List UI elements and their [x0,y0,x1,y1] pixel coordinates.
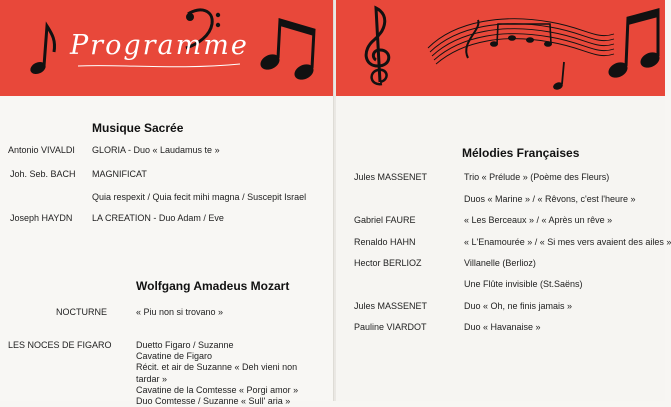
figaro-line: tardar » [136,373,168,384]
figaro-line: Cavatine de Figaro [136,351,213,362]
french-melodies-heading: Mélodies Françaises [462,146,580,160]
composer-massenet: Jules MASSENET [354,301,428,311]
figaro-line: Cavatine de la Comtesse « Porgi amor » [136,384,299,395]
composer-bach: Joh. Seb. BACH [10,169,76,179]
right-banner-art [336,0,665,96]
work-item: Une Flûte invisible (St.Saëns) [464,279,583,289]
composer-vivaldi: Antonio VIVALDI [8,145,75,155]
work-bach: MAGNIFICAT [92,169,147,179]
title-underline-flourish [78,64,240,67]
work-bach-detail: Quia respexit / Quia fecit mihi magna / Suscepit Israel [92,192,307,202]
right-page [336,0,671,401]
nocturne-work: « Piu non si trovano » [136,307,224,317]
work-item: Duo « Oh, ne finis jamais » [464,301,573,311]
eighth-note-icon [28,26,54,76]
composer-faure: Gabriel FAURE [354,215,416,225]
double-eighth-note-icon [258,20,316,83]
composer-viardot: Pauline VIARDOT [354,322,427,332]
treble-clef-icon [366,8,389,84]
double-eighth-note-icon [606,10,662,81]
figaro-works [136,340,298,407]
left-page [0,0,334,407]
work-item: « Les Berceaux » / « Après un rêve » [464,215,613,225]
composer-berlioz: Hector BERLIOZ [354,258,422,268]
figaro-line: Récit. et air de Suzanne « Deh vieni non [136,362,298,373]
composer-hahn: Renaldo HAHN [354,237,416,247]
work-item: « L'Enamourée » / « Si mes vers avaient des ailes » [464,237,671,247]
work-haydn: LA CREATION - Duo Adam / Eve [92,213,224,223]
sacred-music-heading: Musique Sacrée [92,121,184,135]
work-item: Villanelle (Berlioz) [464,258,536,268]
composer-massenet: Jules MASSENET [354,172,428,182]
work-vivaldi: GLORIA - Duo « Laudamus te » [92,145,220,155]
figaro-title: LES NOCES DE FIGARO [8,340,112,350]
nocturne-title: NOCTURNE [56,307,107,317]
work-item: Duo « Havanaise » [464,322,541,332]
figaro-line: Duo Comtesse / Suzanne « Sull' aria » [136,396,291,407]
mozart-heading: Wolfgang Amadeus Mozart [136,279,290,293]
figaro-line: Duetto Figaro / Suzanne [136,340,234,350]
composer-haydn: Joseph HAYDN [10,213,73,223]
music-staff-icon [428,19,614,64]
left-banner [0,0,334,96]
programme-title: Programme [70,30,249,61]
right-banner [336,0,665,96]
work-item: Duos « Marine » / « Rêvons, c'est l'heure » [464,194,636,204]
work-item: Trio « Prélude » (Poème des Fleurs) [464,172,610,182]
